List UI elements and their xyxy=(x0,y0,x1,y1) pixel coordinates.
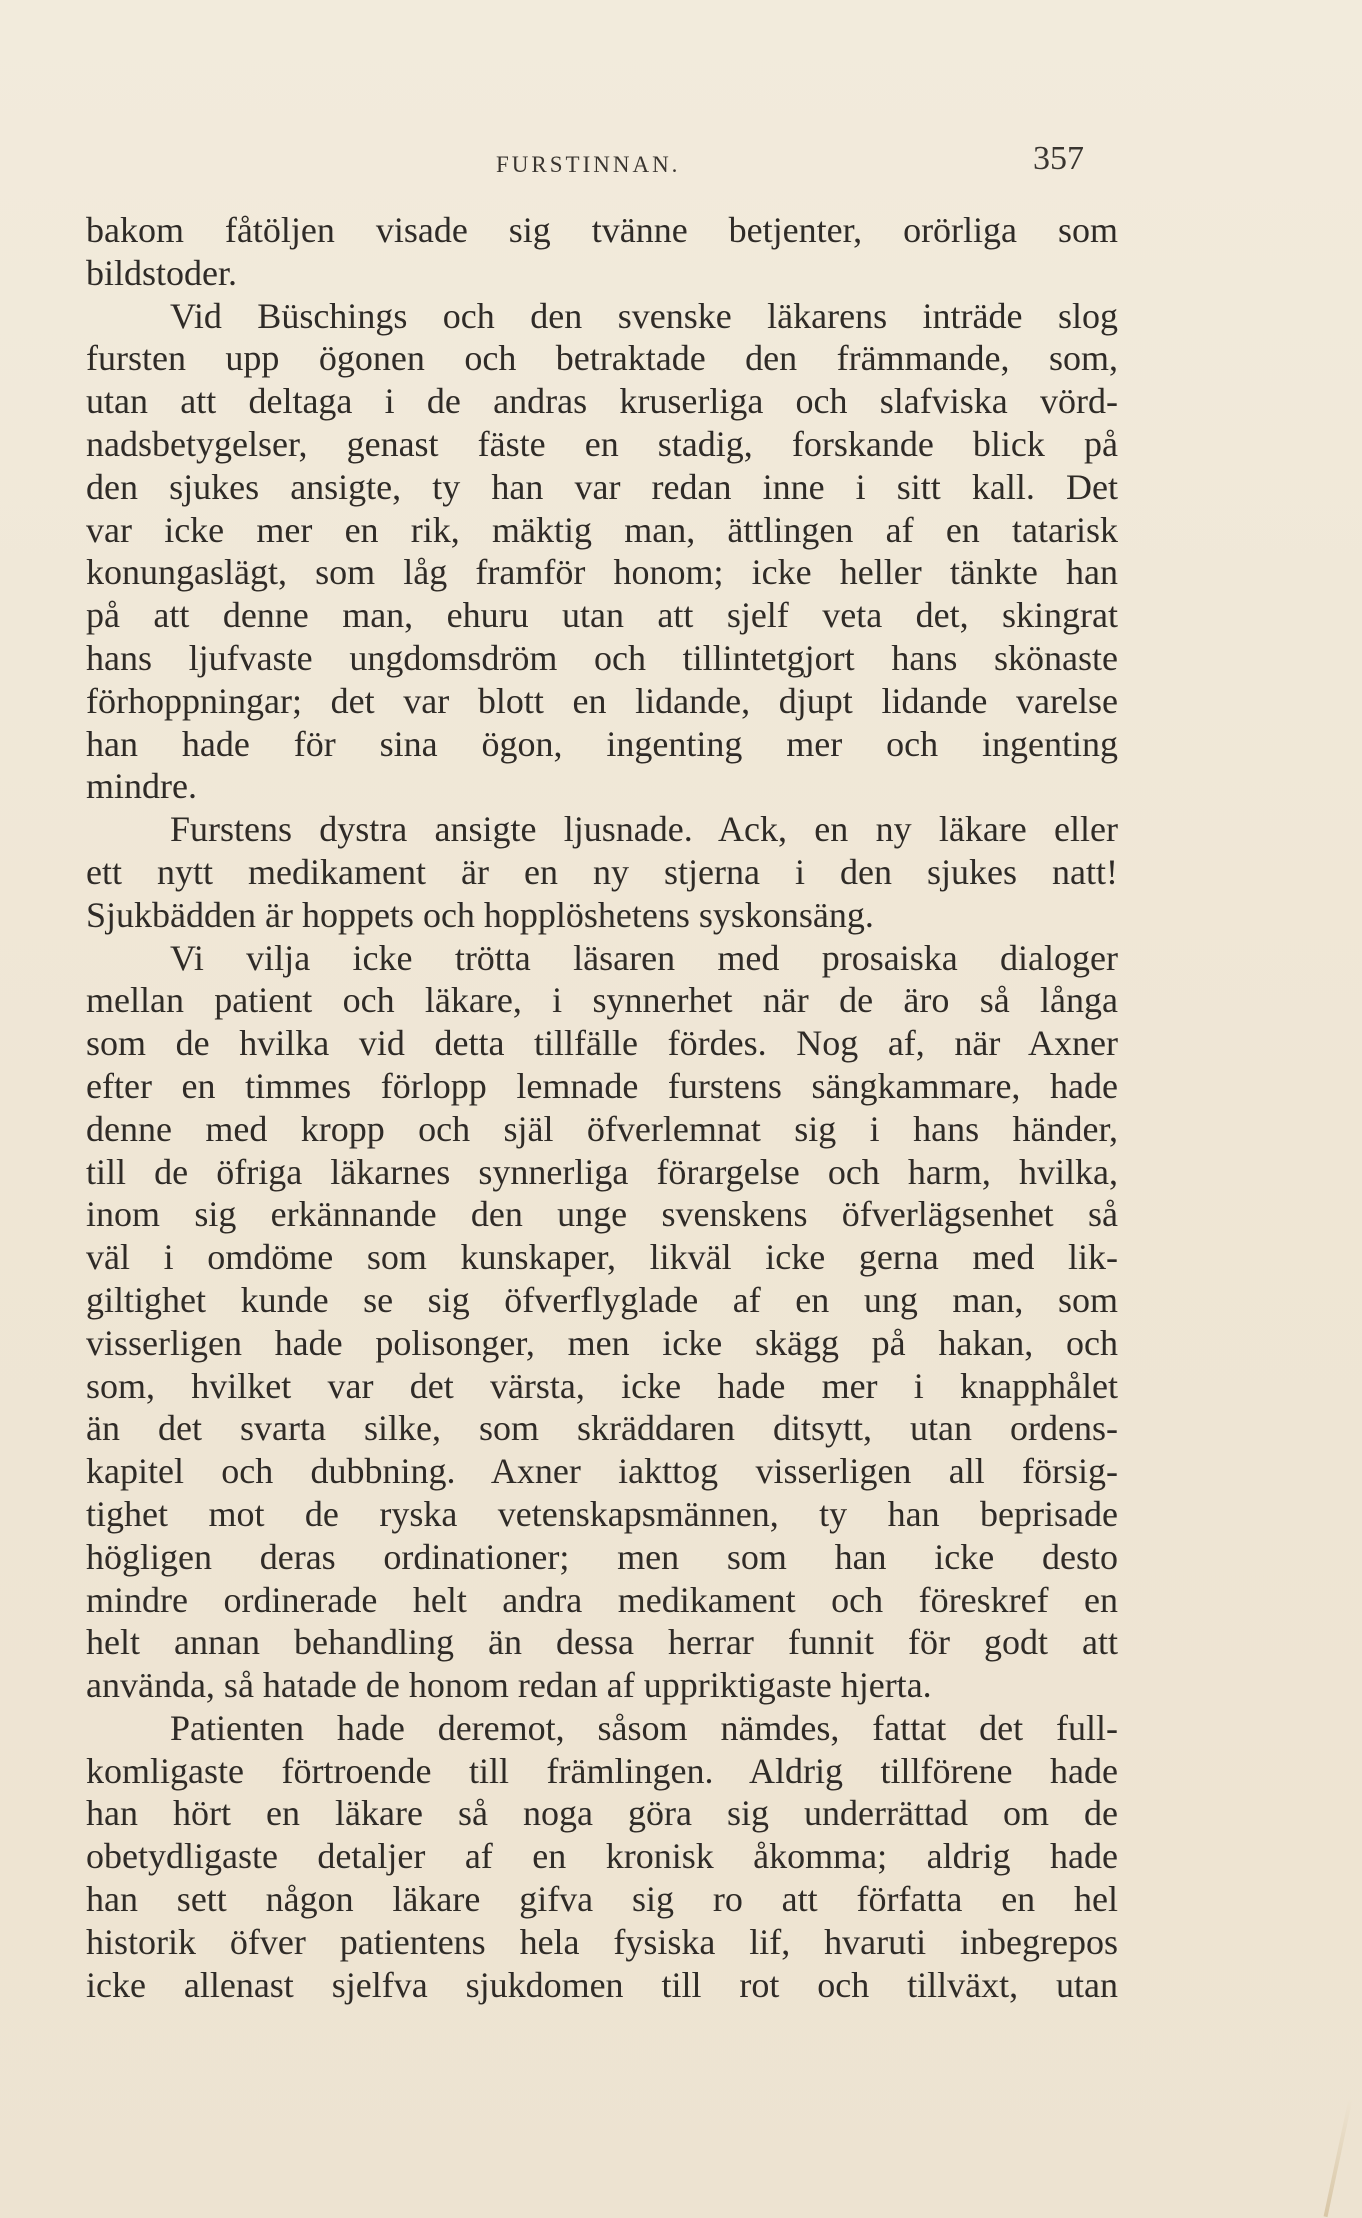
text-line: han hade för sina ögon, ingenting mer och ingenting xyxy=(86,723,1118,764)
body-text xyxy=(86,209,1118,2006)
text-line: Furstens dystra ansigte ljusnade. Ack, en ny läkare eller xyxy=(170,809,1118,850)
page-edge-mark xyxy=(1324,2099,1353,2217)
text-line: nadsbetygelser, genast fäste en stadig, forskande blick på xyxy=(86,423,1118,464)
text-line: mindre ordinerade helt andra medikament och föreskref en xyxy=(86,1579,1118,1620)
text-line: mindre. xyxy=(86,766,197,807)
page-number: 357 xyxy=(1033,140,1084,177)
text-line: var icke mer en rik, mäktig man, ättlingen af en tatarisk xyxy=(86,509,1118,550)
text-line: använda, så hatade de honom redan af uppriktigaste hjerta. xyxy=(86,1665,932,1706)
text-line: han sett någon läkare gifva sig ro att författa en hel xyxy=(86,1879,1118,1920)
text-line: förhoppningar; det var blott en lidande, djupt lidande varelse xyxy=(86,680,1118,721)
running-title: FURSTINNAN. xyxy=(496,152,681,177)
text-line: han hört en läkare så noga göra sig underrättad om de xyxy=(86,1793,1118,1834)
text-line: efter en timmes förlopp lemnade furstens sängkammare, hade xyxy=(86,1065,1118,1106)
text-line: den sjukes ansigte, ty han var redan inne i sitt kall. Det xyxy=(86,466,1118,507)
running-head xyxy=(86,140,1086,186)
text-line: mellan patient och läkare, i synnerhet när de äro så långa xyxy=(86,980,1118,1021)
text-line: helt annan behandling än dessa herrar funnit för godt att xyxy=(86,1622,1118,1663)
text-line: som, hvilket var det värsta, icke hade mer i knapphålet xyxy=(86,1365,1118,1406)
text-line: obetydligaste detaljer af en kronisk åkomma; aldrig hade xyxy=(86,1836,1118,1877)
text-line: på att denne man, ehuru utan att sjelf veta det, skingrat xyxy=(86,595,1118,636)
text-line: denne med kropp och själ öfverlemnat sig i hans händer, xyxy=(86,1108,1118,1149)
text-line: utan att deltaga i de andras kruserliga och slafviska vörd- xyxy=(86,381,1118,422)
text-line: fursten upp ögonen och betraktade den främmande, som, xyxy=(86,338,1118,379)
text-line: till de öfriga läkarnes synnerliga förargelse och harm, hvilka, xyxy=(86,1151,1118,1192)
text-line: ett nytt medikament är en ny stjerna i den sjukes natt! xyxy=(86,851,1118,892)
text-line: som de hvilka vid detta tillfälle fördes. Nog af, när Axner xyxy=(86,1023,1118,1064)
text-line: bakom fåtöljen visade sig tvänne betjenter, orörliga som xyxy=(86,210,1118,250)
text-line: Sjukbädden är hoppets och hopplöshetens syskonsäng. xyxy=(86,894,874,935)
text-line: kapitel och dubbning. Axner iakttog visserligen all försig- xyxy=(86,1451,1118,1492)
text-line: än det svarta silke, som skräddaren ditsytt, utan ordens- xyxy=(86,1408,1118,1449)
text-line: bildstoder. xyxy=(86,252,237,293)
text-line: tighet mot de ryska vetenskapsmännen, ty han beprisade xyxy=(86,1493,1118,1534)
text-line: Vid Büschings och den svenske läkarens inträde slog xyxy=(170,295,1118,336)
text-line: hans ljufvaste ungdomsdröm och tillintetgjort hans skönaste xyxy=(86,637,1118,678)
text-line: konungaslägt, som låg framför honom; icke heller tänkte han xyxy=(86,552,1118,593)
text-line: historik öfver patientens hela fysiska lif, hvaruti inbegrepos xyxy=(86,1921,1118,1962)
text-line: inom sig erkännande den unge svenskens öfverlägsenhet så xyxy=(86,1194,1118,1235)
text-line: icke allenast sjelfva sjukdomen till rot och tillväxt, utan xyxy=(86,1964,1118,2005)
text-line: väl i omdöme som kunskaper, likväl icke gerna med lik- xyxy=(86,1237,1118,1278)
text-line: visserligen hade polisonger, men icke skägg på hakan, och xyxy=(86,1322,1118,1363)
text-line: Vi vilja icke trötta läsaren med prosaiska dialoger xyxy=(170,937,1118,978)
text-line: Patienten hade deremot, såsom nämdes, fattat det full- xyxy=(170,1707,1118,1748)
text-line: komligaste förtroende till främlingen. Aldrig tillförene hade xyxy=(86,1750,1118,1791)
text-line: högligen deras ordinationer; men som han icke desto xyxy=(86,1536,1118,1577)
text-line: giltighet kunde se sig öfverflyglade af en ung man, som xyxy=(86,1279,1118,1320)
